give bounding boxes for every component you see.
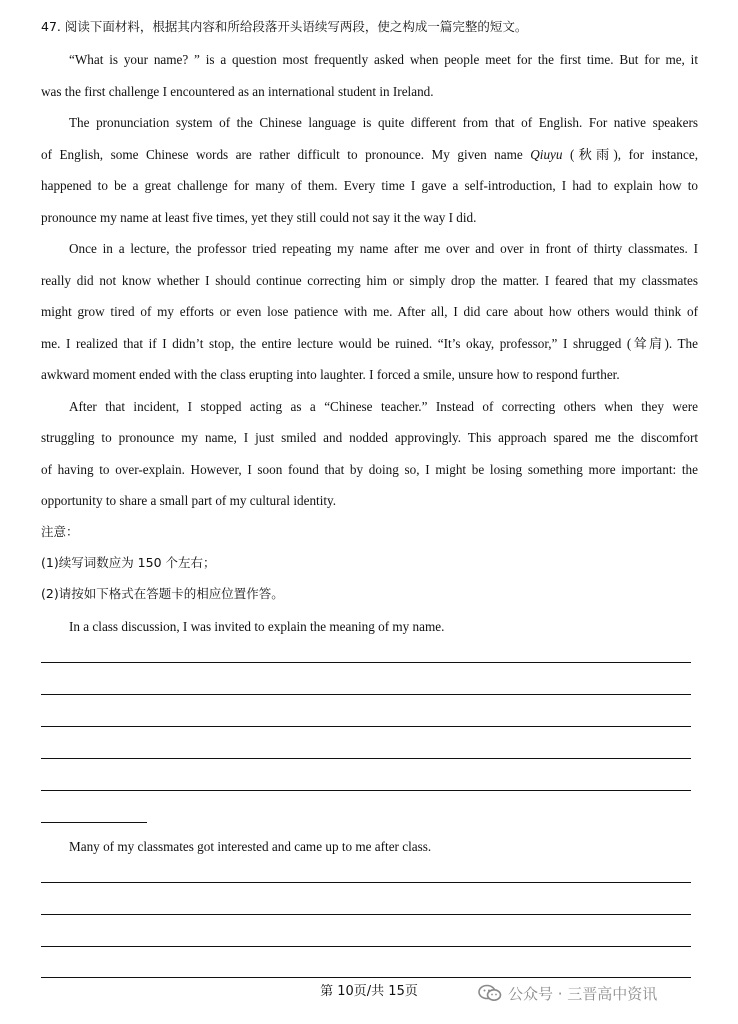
passage-line: happened to be a great challenge for many of them. Every time I gave a self-introduction, I had to explain how to <box>41 178 698 193</box>
answer-line-short <box>41 822 147 823</box>
passage-line: pronounce my name at least five times, yet they still could not say it the way I did. <box>41 210 477 225</box>
passage-line: struggling to pronounce my name, I just smiled and nodded approvingly. This approach spared me the discomfort <box>41 430 698 445</box>
question-header: 47. 阅读下面材料，根据其内容和所给段落开头语续写两段，使之构成一篇完整的短文。 <box>41 19 528 34</box>
paragraph-opening-1: In a class discussion, I was invited to explain the meaning of my name. <box>69 619 445 634</box>
passage-line: awkward moment ended with the class erupting into laughter. I forced a smile, unsure how to respond further. <box>41 367 620 382</box>
passage-line: really did not know whether I should continue correcting him or simply drop the matter. I feared that my classmates <box>41 273 698 288</box>
wechat-official-account-icon <box>478 984 502 1002</box>
passage-line: might grow tired of my efforts or even lose patience with me. After all, I did care about how others would think of <box>41 304 698 319</box>
watermark-text: 公众号 · 三晋高中资讯 <box>508 984 658 1003</box>
answer-line <box>41 914 691 915</box>
page-number: 第 10页/共 15页 <box>320 984 418 999</box>
watermark <box>478 982 657 1004</box>
passage-line: me. I realized that if I didn’t stop, the entire lecture would be ruined. “It’s okay, professor,” I shrugged (耸肩). The <box>41 336 698 351</box>
answer-line <box>41 758 691 759</box>
passage-line: The pronunciation system of the Chinese language is quite different from that of English. For native speakers <box>69 115 698 130</box>
answer-line <box>41 977 691 978</box>
answer-line <box>41 662 691 663</box>
passage-line: Once in a lecture, the professor tried repeating my name after me over and over in front of thirty classmates. I <box>69 241 698 256</box>
passage-line: opportunity to share a small part of my cultural identity. <box>41 493 337 508</box>
answer-line <box>41 946 691 947</box>
passage-line: “What is your name? ” is a question most frequently asked when people meet for the first time. But for me, it <box>69 52 698 67</box>
answer-line <box>41 790 691 791</box>
answer-line <box>41 694 691 695</box>
given-name-italic: Qiuyu <box>530 147 563 162</box>
passage-line: of English, some Chinese words are rather difficult to pronounce. My given name Qiuyu (秋雨), for instance, <box>41 147 698 162</box>
passage-line: was the first challenge I encountered as an international student in Ireland. <box>41 84 434 99</box>
note-item: (1)续写词数应为 150 个左右； <box>41 555 216 570</box>
passage-line: After that incident, I stopped acting as a “Chinese teacher.” Instead of correcting others when they were <box>69 399 698 414</box>
passage-line: of having to over-explain. However, I soon found that by doing so, I might be losing something more important: the <box>41 462 698 477</box>
answer-line <box>41 726 691 727</box>
note-title: 注意： <box>41 524 79 539</box>
paragraph-opening-2: Many of my classmates got interested and came up to me after class. <box>69 839 432 854</box>
answer-line <box>41 882 691 883</box>
note-item: (2)请按如下格式在答题卡的相应位置作答。 <box>41 586 284 601</box>
